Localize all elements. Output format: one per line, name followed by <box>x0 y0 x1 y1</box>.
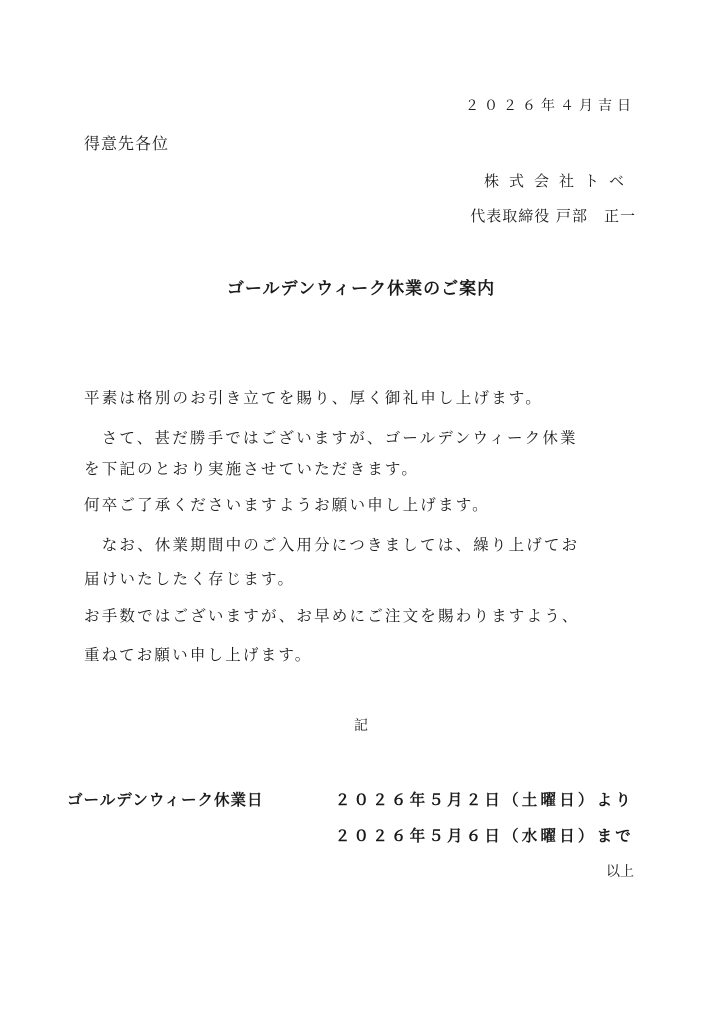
body-line: なお、休業期間中のご入用分につきましては、繰り上げてお <box>84 536 580 554</box>
body-line: さて、甚だ勝手ではございますが、ゴールデンウィーク休業 <box>84 429 578 447</box>
body-line: 届けいたしたく存じます。 <box>84 570 296 588</box>
holiday-label: ゴールデンウィーク休業日 <box>67 791 264 809</box>
ki-heading: 記 <box>354 718 368 734</box>
body-line: お手数ではございますが、お早めにご注文を賜わりますよう、 <box>84 607 580 625</box>
holiday-start-date: ２０２６年５月２日（土曜日）より <box>334 791 634 809</box>
body-line: 何卒ご了承くださいますようお願い申し上げます。 <box>84 496 490 514</box>
document-date: ２０２６年４月吉日 <box>465 98 636 114</box>
body-line: 重ねてお願い申し上げます。 <box>84 646 313 664</box>
company-name: 株式会社トベ <box>483 172 634 190</box>
document-title: ゴールデンウィーク休業のご案内 <box>226 279 496 299</box>
representative: 代表取締役 戸部 正一 <box>470 207 636 225</box>
closing-mark: 以上 <box>606 864 634 880</box>
recipient: 得意先各位 <box>84 134 170 153</box>
body-line: を下記のとおり実施させていただきます。 <box>84 460 420 478</box>
body-line: 平素は格別のお引き立てを賜り、厚く御礼申し上げます。 <box>84 389 543 407</box>
holiday-end-date: ２０２６年５月６日（水曜日）まで <box>334 827 634 845</box>
